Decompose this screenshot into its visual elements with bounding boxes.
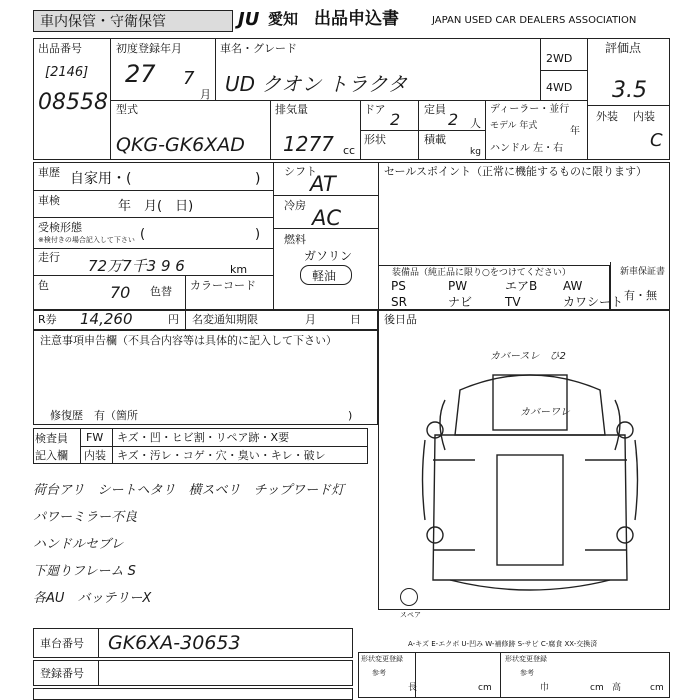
name-label: 車名・グレード [220,42,297,55]
shape-change-label-2: 形状変更登録 [505,655,547,663]
load-unit: kg [470,147,481,157]
shift-label: シフト [284,165,317,178]
ac-label: 冷房 [284,199,306,212]
entry-label: 記入欄 [35,449,68,462]
fw-label: FW [86,431,104,444]
height-unit: cm [650,683,664,693]
spare-label: スペア [400,611,421,619]
notice-month: 月 [305,313,316,326]
year-unit: 年 [570,126,580,137]
doc-title: 出品申込書 [314,9,399,29]
repair-close: ) [348,409,353,422]
load-label: 積載 [424,133,446,146]
width-unit: cm [590,683,604,693]
inspect-label: 車検 [38,194,60,207]
warranty-value: 有・無 [624,289,657,302]
fuel-diesel-circle [300,265,352,285]
postfit-label: 後日品 [384,313,417,326]
history-value: 自家用・( [70,171,132,187]
reg-year: 27 [125,60,156,88]
score-value: 3.5 [612,78,647,103]
equipment-item: エアB [505,279,538,293]
handwritten-line: 各AU バッテリーX [33,591,152,606]
fuel-value: ガソリン [304,249,353,263]
dealer-label: ディーラー・並行 [490,104,570,115]
mileage-unit: km [230,263,248,276]
org-name: 愛知 [268,10,299,28]
equipment-item: TV [505,295,521,309]
int-grade: C [650,130,663,151]
vehicle-name: UD クオン トラクタ [225,72,408,96]
door-value: 2 [390,110,401,129]
sales-label: セールスポイント（正常に機能するものに限ります） [384,165,648,178]
shape-change-label: 形状変更登録 [361,655,403,663]
history-close: ) [255,171,261,187]
chassis-label: 車台番号 [40,637,84,650]
ju-logo: JU [238,9,260,30]
length-unit: cm [478,683,492,693]
equipment-item: PW [448,279,468,293]
int-label: 内装 [633,110,655,123]
handle-label: ハンドル 左・右 [490,143,564,154]
recycle-unit: 円 [168,313,179,326]
reg-month: 7 [183,68,195,89]
mileage-value: 72万7千3 9 6 [88,257,185,275]
bottom-strip [33,688,353,700]
shift-value: AT [310,172,336,196]
recycle-value: 14,260 [80,310,133,328]
color-change: 色替 [150,285,172,298]
height-label: 高 [612,683,622,693]
drive-2wd: 2WD [546,52,573,65]
handwritten-line: パワーミラー不良 [33,510,138,525]
repair-label: 修復歴 有（箇所 [50,409,138,422]
color-value: 70 [110,283,131,302]
diagram-note-top: カバースレ ひ2 [490,351,566,362]
received-label: 受検形態 [38,221,82,234]
mileage-label: 走行 [38,251,60,264]
ac-value: AC [312,206,342,230]
reference-label-2: 参考 [520,669,534,677]
lot-label: 出品番号 [38,42,82,55]
notice-day: 日 [350,313,361,326]
inspect-value: 年 月( 日) [118,199,194,214]
model-value: QKG-GK6XAD [116,134,245,156]
storage-label: 車内保管・守衛保管 [40,14,166,30]
equipment-label: 装備品（純正品に限り○をつけてください） [392,268,571,278]
cap-unit: 人 [470,117,481,130]
disp-label: 排気量 [275,103,308,116]
disp-unit: cc [343,144,356,157]
reference-label: 参考 [372,669,386,677]
handwritten-line: 荷台アリ シートヘタリ 横スベリ チップワード灯 [33,483,345,498]
recycle-label: R券 [38,313,57,326]
diagram-note-center: カバーワレ [520,407,570,418]
width-label: 巾 [540,683,550,693]
reg-no-label: 登録番号 [40,667,84,680]
color-label: 色 [38,279,49,292]
model-year-label: モデル 年式 [490,121,538,131]
storage-box [33,10,233,32]
spare-circle [400,588,418,606]
fuel-diesel: 軽油 [312,269,337,283]
equipment-item: カワシート [563,295,624,309]
ext-label: 外装 [596,110,618,123]
door-label: ドア [364,103,386,116]
handwritten-line: 下廻りフレーム S [33,564,136,579]
notice-label: 名変通知期限 [192,313,258,326]
equipment-item: ナビ [448,295,473,309]
received-note: ※検付きの場合記入して下さい [38,236,135,244]
inner-items: キズ・汚レ・コゲ・穴・臭い・キレ・破レ [117,449,326,462]
disp-value: 1277 [283,132,334,156]
reg-month-unit: 月 [200,88,211,101]
handwritten-line: ハンドルセブレ [33,537,124,552]
cap-label: 定員 [424,103,446,116]
warranty-label: 新車保証書 [620,267,666,277]
model-label: 型式 [116,103,138,116]
fw-items: キズ・凹・ヒビ割・リペア跡・X要 [117,431,290,444]
equipment-item: PS [391,279,406,293]
inspector-label: 検査員 [35,432,68,445]
damage-legend: A-キズ E-エクボ U-凹み W-補修跡 S-サビ C-腐食 XX-交換済 [408,640,598,648]
car-diagram [415,360,645,600]
equipment-item: AW [563,279,583,293]
fuel-label: 燃料 [284,233,306,246]
drive-4wd: 4WD [546,81,573,94]
history-label: 車歴 [38,166,60,179]
chassis-value: GK6XA-30653 [108,632,241,654]
shape-label: 形状 [364,133,386,146]
received-value: ( [140,227,146,242]
length-label: 長 [408,683,418,693]
cap-value: 2 [448,110,459,129]
inner-label: 内装 [84,449,106,462]
english-name: JAPAN USED CAR DEALERS ASSOCIATION [432,15,637,26]
lot-number: 08558 [38,90,108,115]
color-code: カラーコード [190,279,256,292]
equipment-item: SR [391,295,407,309]
score-label: 評価点 [605,41,642,55]
received-close: ) [255,227,261,242]
notes-label: 注意事項申告欄（不具合内容等は具体的に記入して下さい） [40,334,337,347]
reg-label: 初度登録年月 [116,42,182,55]
lot-sub: [2146] [45,65,89,80]
